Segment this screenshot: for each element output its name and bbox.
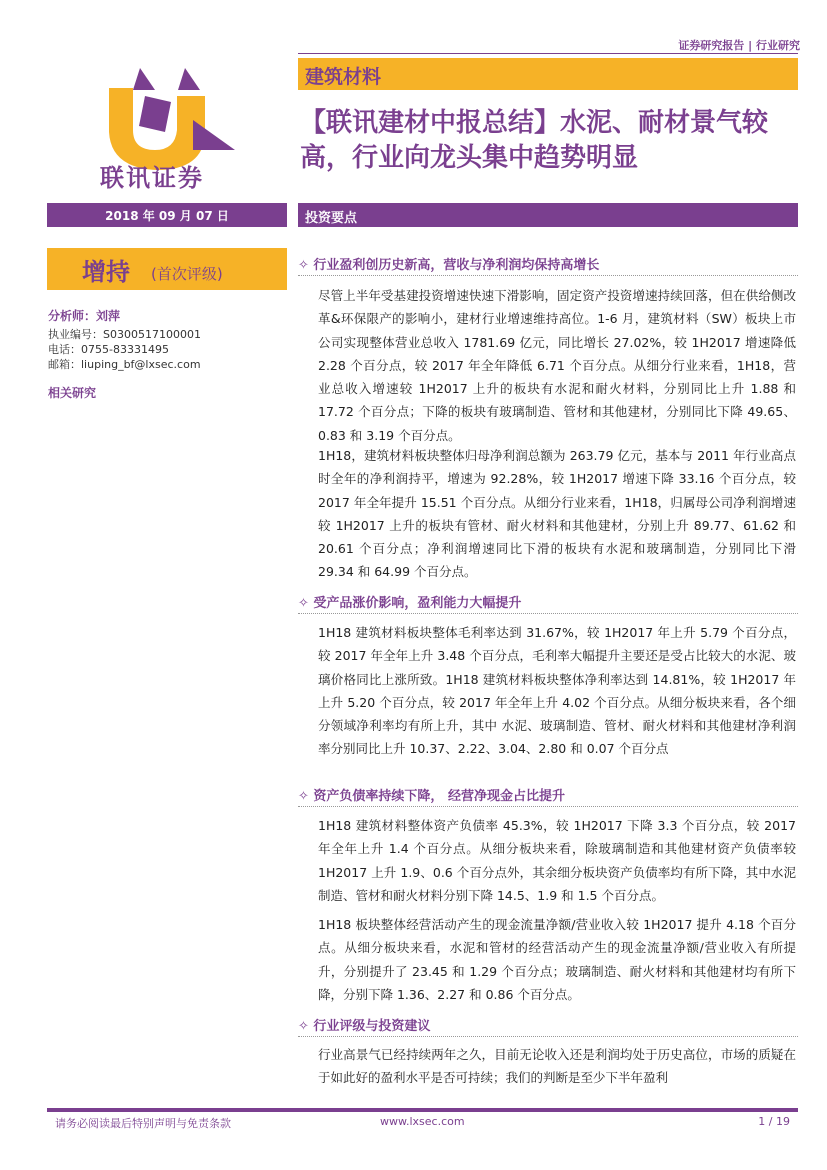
investment-points-banner <box>298 203 798 227</box>
section-heading: ✧ 资产负债率持续下降， 经营净现金占比提升 <box>298 789 565 804</box>
section-heading: ✧ 行业评级与投资建议 <box>298 1019 431 1034</box>
rating-sub: (首次评级) <box>151 265 223 283</box>
footer-website: www.lxsec.com <box>380 1115 465 1128</box>
rating-main: 增持 <box>82 258 130 286</box>
report-date: 2018 年 09 月 07 日 <box>105 209 229 223</box>
sector-label: 建筑材料 <box>305 66 382 88</box>
report-type-tag: 证券研究报告 | 行业研究 <box>678 39 800 52</box>
report-title: 【联讯建材中报总结】水泥、耐材景气较高，行业向龙头集中趋势明显 <box>300 108 769 173</box>
investment-points-label: 投资要点 <box>305 211 358 226</box>
footer-page-number: 1 / 19 <box>758 1115 790 1128</box>
paragraph: 1H18 建筑材料板块整体毛利率达到 31.67%，较 1H2017 年上升 5.79 个百分点，较 2017 年全年上升 3.48 个百分点，毛利率大幅提升主要还是受占比较大的水泥、玻璃价格同比上涨所致。1H18 建筑材料板块整体净利率达到 14.81%，较 1H2017 年上升 5.20 个百分点，较 2017 年全年上升 4.02 个百分点。从细分板块来看，各个细分领域净利率均有所上升，其中 水泥、玻璃制造、管材、耐火材料和其他建材净利润率分别同比上升 10.37、2.22、3.04、2.80 和 0.07 个百分点 <box>318 625 796 757</box>
company-logo-text: 联讯证券 <box>100 164 204 192</box>
paragraph: 1H18，建筑材料板块整体归母净利润总额为 263.79 亿元，基本与 2011 年行业高点时全年的净利润持平，增速为 92.28%，较 1H2017 增速下降 33.16 个百分点，较 2017 年全年提升 15.51 个百分点。从细分行业来看，1H18，归属母公司净利润增速较 1H2017 上升的板块有管材、耐火材料和其他建材，分别上升 89.77、61.62 和 20.61 个百分点；净利润增速同比下滑的板块有水泥和玻璃制造，分别同比下滑 29.34 和 64.99 个百分点。 <box>318 448 796 580</box>
section-heading: ✧ 行业盈利创历史新高，营收与净利润均保持高增长 <box>298 258 600 273</box>
section-divider <box>298 806 798 808</box>
analyst-name: 分析师：刘萍 <box>48 309 121 323</box>
paragraph: 尽管上半年受基建投资增速快速下滑影响，固定资产投资增速持续回落，但在供给侧改革&环保限产的影响小，建材行业增速维持高位。1-6 月，建筑材料（SW）板块上市公司实现整体营业总收入 1781.69 亿元，同比增长 27.02%，较 1H2017 增速降低 2.28 个百分点，较 2017 年全年降低 6.71 个百分点。从细分行业来看，1H18，营业总收入增速较 1H2017 上升的板块有水泥和耐火材料，分别同比上升 1.88 和 17.72 个百分点；下降的板块有玻璃制造、管材和其他建材，分别同比下降 49.65、0.83 和 3.19 个百分点。 <box>318 288 796 443</box>
paragraph: 1H18 建筑材料整体资产负债率 45.3%，较 1H2017 下降 3.3 个百分点，较 2017 年全年上升 1.4 个百分点。从细分板块来看，除玻璃制造和其他建材资产负债率较 1H2017 上升 1.9、0.6 个百分点外，其余细分板块资产负债率均有所下降，其中水泥制造、管材和耐火材料分别下降 14.5、1.9 和 1.5 个百分点。 <box>318 818 796 903</box>
footer-divider <box>47 1108 798 1112</box>
paragraph: 1H18 板块整体经营活动产生的现金流量净额/营业收入较 1H2017 提升 4.18 个百分点。从细分板块来看，水泥和管材的经营活动产生的现金流量净额/营业收入有所提升，分别提升了 23.45 和 1.29 个百分点；玻璃制造、耐火材料和其他建材均有所下降，分别下降 1.36、2.27 和 0.86 个百分点。 <box>318 917 796 1002</box>
header-divider <box>298 53 798 54</box>
analyst-email: 邮箱：liuping_bf@lxsec.com <box>48 358 201 371</box>
section-divider <box>298 1036 798 1038</box>
analyst-phone: 电话：0755-83331495 <box>48 343 169 356</box>
footer-disclaimer: 请务必阅读最后特别声明与免责条款 <box>55 1117 231 1130</box>
analyst-license: 执业编号：S0300517100001 <box>48 328 201 341</box>
section-divider <box>298 275 798 277</box>
section-divider <box>298 613 798 615</box>
section-heading: ✧ 受产品涨价影响，盈利能力大幅提升 <box>298 596 522 611</box>
related-research-label: 相关研究 <box>48 386 97 400</box>
paragraph: 行业高景气已经持续两年之久，目前无论收入还是利润均处于历史高位，市场的质疑在于如此好的盈利水平是否可持续；我们的判断是至少下半年盈利 <box>318 1047 796 1086</box>
